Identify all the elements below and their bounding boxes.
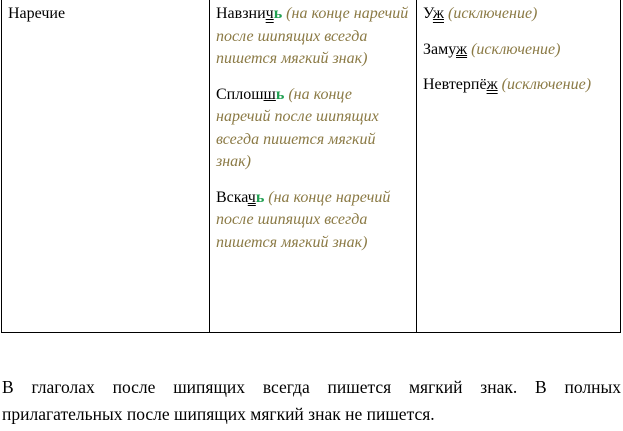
exception-stem: Заму — [423, 40, 457, 58]
exceptions-cell — [417, 0, 621, 332]
part-of-speech-cell — [2, 0, 210, 332]
soft-sign: ь — [275, 85, 285, 103]
example-entry — [216, 187, 410, 255]
exception-underlined-letter: ж — [456, 40, 468, 58]
examples-cell — [210, 0, 417, 332]
exception-entry — [423, 39, 615, 62]
exception-note: (исключение) — [471, 40, 561, 58]
example-entry — [216, 84, 410, 174]
soft-sign: ь — [255, 188, 265, 206]
exception-note: (исключение) — [501, 76, 592, 93]
example-note: (на конце наречий после шипящих всегда пишется мягкий знак) — [216, 85, 379, 170]
rule-paragraph: В глаголах после шипящих всегда пишется мягкий знак. В полных прилагательных после шипящих мягкий знак не пишется. — [2, 377, 621, 424]
example-entry — [216, 3, 410, 71]
example-stem: Навзни — [216, 5, 266, 22]
example-note: (на конце наречий после шипящих всегда пишется мягкий знак) — [216, 5, 409, 67]
exception-stem: Невтерпё — [423, 76, 487, 93]
example-underlined-letter: ш — [263, 85, 276, 103]
exception-entry — [423, 3, 615, 26]
example-stem: Сплош — [216, 85, 264, 103]
example-stem: Вска — [216, 188, 248, 206]
exception-underlined-letter: ж — [486, 76, 498, 93]
exception-underlined-letter: ж — [432, 5, 444, 22]
exception-entry — [423, 74, 615, 97]
part-of-speech-label: Наречие — [8, 5, 66, 22]
exception-note: (исключение) — [447, 5, 538, 22]
example-note: (на конце наречий после шипящих всегда пишется мягкий знак) — [216, 188, 391, 251]
soft-sign: ь — [273, 5, 283, 22]
example-underlined-letter: ч — [247, 188, 256, 206]
example-underlined-letter: ч — [265, 5, 274, 22]
grammar-table — [1, 0, 621, 333]
exception-stem: У — [423, 5, 433, 22]
